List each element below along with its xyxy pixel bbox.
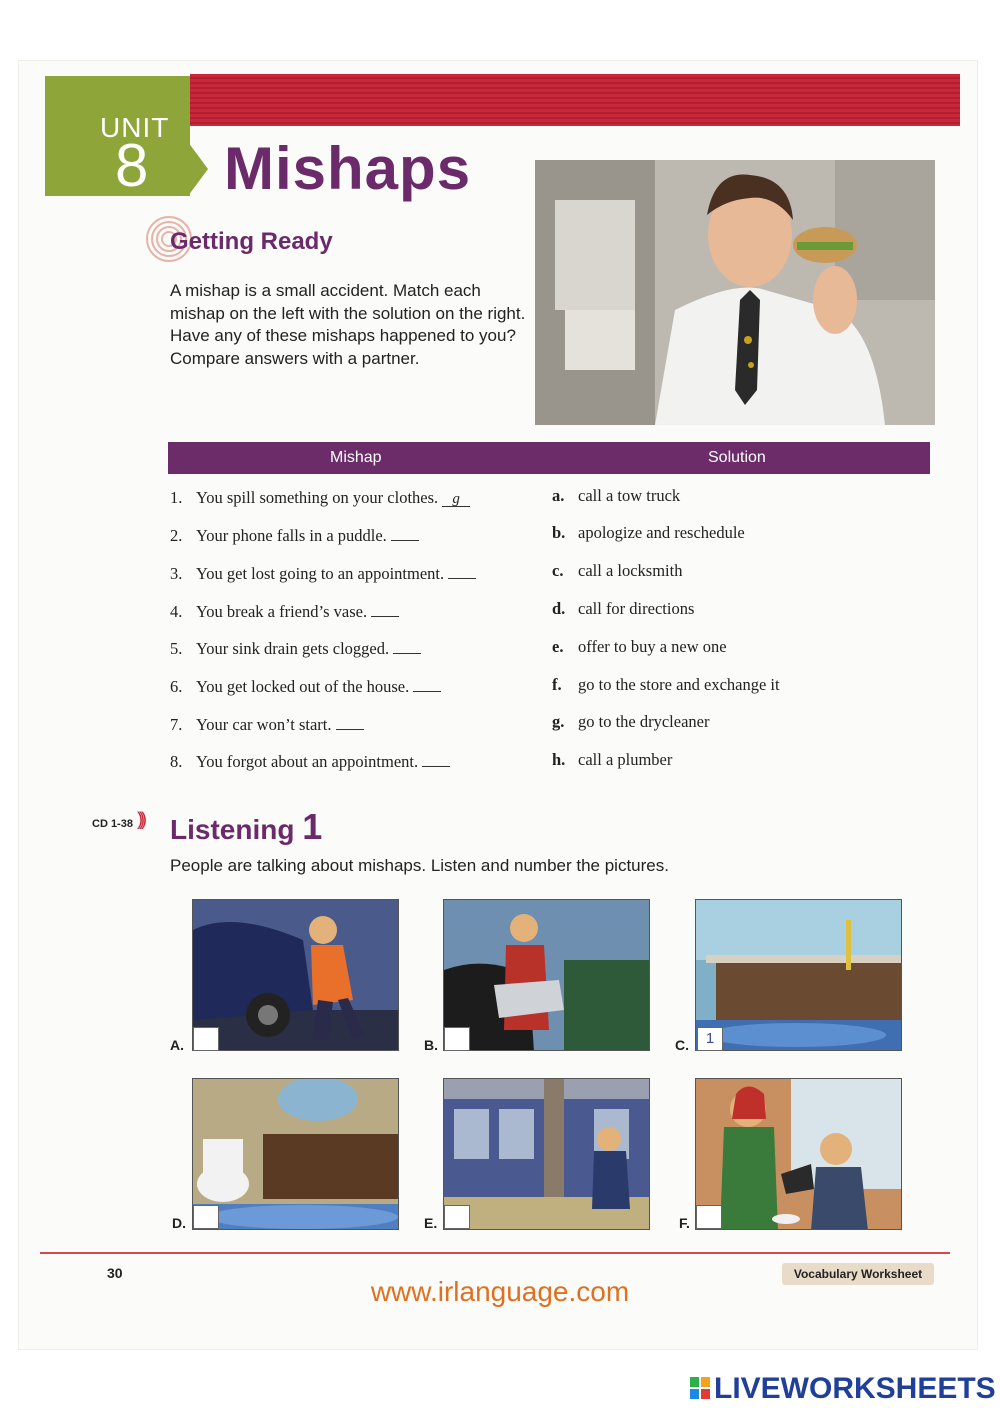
picture-clogged-sink xyxy=(695,899,902,1051)
answer-blank[interactable] xyxy=(391,527,419,541)
picture-label: F. xyxy=(679,1215,690,1231)
solution-row: g. go to the drycleaner xyxy=(552,712,710,731)
picture-broken-vase xyxy=(695,1078,902,1230)
solution-row: d. call for directions xyxy=(552,599,695,618)
footer-divider xyxy=(40,1252,950,1254)
answer-blank[interactable] xyxy=(336,716,364,730)
mishap-row: 4. You break a friend’s vase. xyxy=(170,602,399,622)
answer-blank[interactable] xyxy=(422,753,450,767)
solution-row: b. apologize and reschedule xyxy=(552,523,745,542)
liveworksheets-brand[interactable]: LIVEWORKSHEETS xyxy=(714,1372,996,1405)
man-spilling-photo xyxy=(535,160,935,425)
picture-answer-box[interactable]: 1 xyxy=(697,1027,723,1051)
audio-waves-icon[interactable]: ))) xyxy=(137,809,143,829)
solution-row: h. call a plumber xyxy=(552,750,673,769)
page-number: 30 xyxy=(107,1265,123,1281)
picture-train-phone xyxy=(443,1078,650,1230)
picture-label: C. xyxy=(675,1037,689,1053)
mishap-row: 6. You get locked out of the house. xyxy=(170,677,441,697)
page-title: Mishaps xyxy=(224,135,472,202)
picture-answer-box[interactable] xyxy=(696,1205,722,1229)
unit-tag-arrow xyxy=(188,142,208,196)
header-band xyxy=(190,74,960,126)
answer-blank[interactable] xyxy=(413,678,441,692)
getting-ready-heading: Getting Ready xyxy=(170,228,333,255)
picture-answer-box[interactable] xyxy=(444,1205,470,1229)
picture-answer-box[interactable] xyxy=(193,1205,219,1229)
picture-label: D. xyxy=(172,1215,186,1231)
picture-car-wont-start xyxy=(192,899,399,1051)
solution-row: e. offer to buy a new one xyxy=(552,637,727,656)
mishap-row: 1. You spill something on your clothes. g xyxy=(170,488,470,508)
unit-number: 8 xyxy=(115,132,149,199)
unit-word: UNIT xyxy=(100,112,170,143)
header-mishap: Mishap xyxy=(330,449,382,466)
mishap-row: 8. You forgot about an appointment. xyxy=(170,752,450,772)
answer-blank[interactable]: g xyxy=(442,493,470,507)
picture-answer-box[interactable] xyxy=(193,1027,219,1051)
header-solution: Solution xyxy=(708,449,766,466)
solution-row: a. call a tow truck xyxy=(552,486,681,505)
table-header xyxy=(168,442,930,474)
cd-track-label: CD 1-38 xyxy=(92,818,133,830)
website-watermark[interactable]: www.irlanguage.com xyxy=(370,1276,630,1307)
answer-blank[interactable] xyxy=(371,603,399,617)
mishap-row: 2. Your phone falls in a puddle. xyxy=(170,526,419,546)
picture-label: B. xyxy=(424,1037,438,1053)
mishap-row: 3. You get lost going to an appointment. xyxy=(170,564,476,584)
mishap-row: 7. Your car won’t start. xyxy=(170,715,364,735)
solution-row: c. call a locksmith xyxy=(552,561,683,580)
listening-instructions: People are talking about mishaps. Listen and number the pictures. xyxy=(170,856,669,875)
picture-bathroom-flood xyxy=(192,1078,399,1230)
picture-answer-box[interactable] xyxy=(444,1027,470,1051)
mishap-row: 5. Your sink drain gets clogged. xyxy=(170,639,421,659)
picture-label: E. xyxy=(424,1215,438,1231)
picture-label: A. xyxy=(170,1037,184,1053)
picture-lost-map xyxy=(443,899,650,1051)
solution-row: f. go to the store and exchange it xyxy=(552,675,780,694)
listening-heading: Listening 1 xyxy=(170,806,323,847)
answer-blank[interactable] xyxy=(393,640,421,654)
answer-blank[interactable] xyxy=(448,565,476,579)
liveworksheets-logo-icon xyxy=(690,1377,710,1399)
vocabulary-worksheet-tag: Vocabulary Worksheet xyxy=(782,1263,934,1285)
getting-ready-instructions: A mishap is a small accident. Match each mishap on the left with the solution on the right. Have any of these mishaps happened to you? Compare answers with a partner. xyxy=(170,281,526,368)
